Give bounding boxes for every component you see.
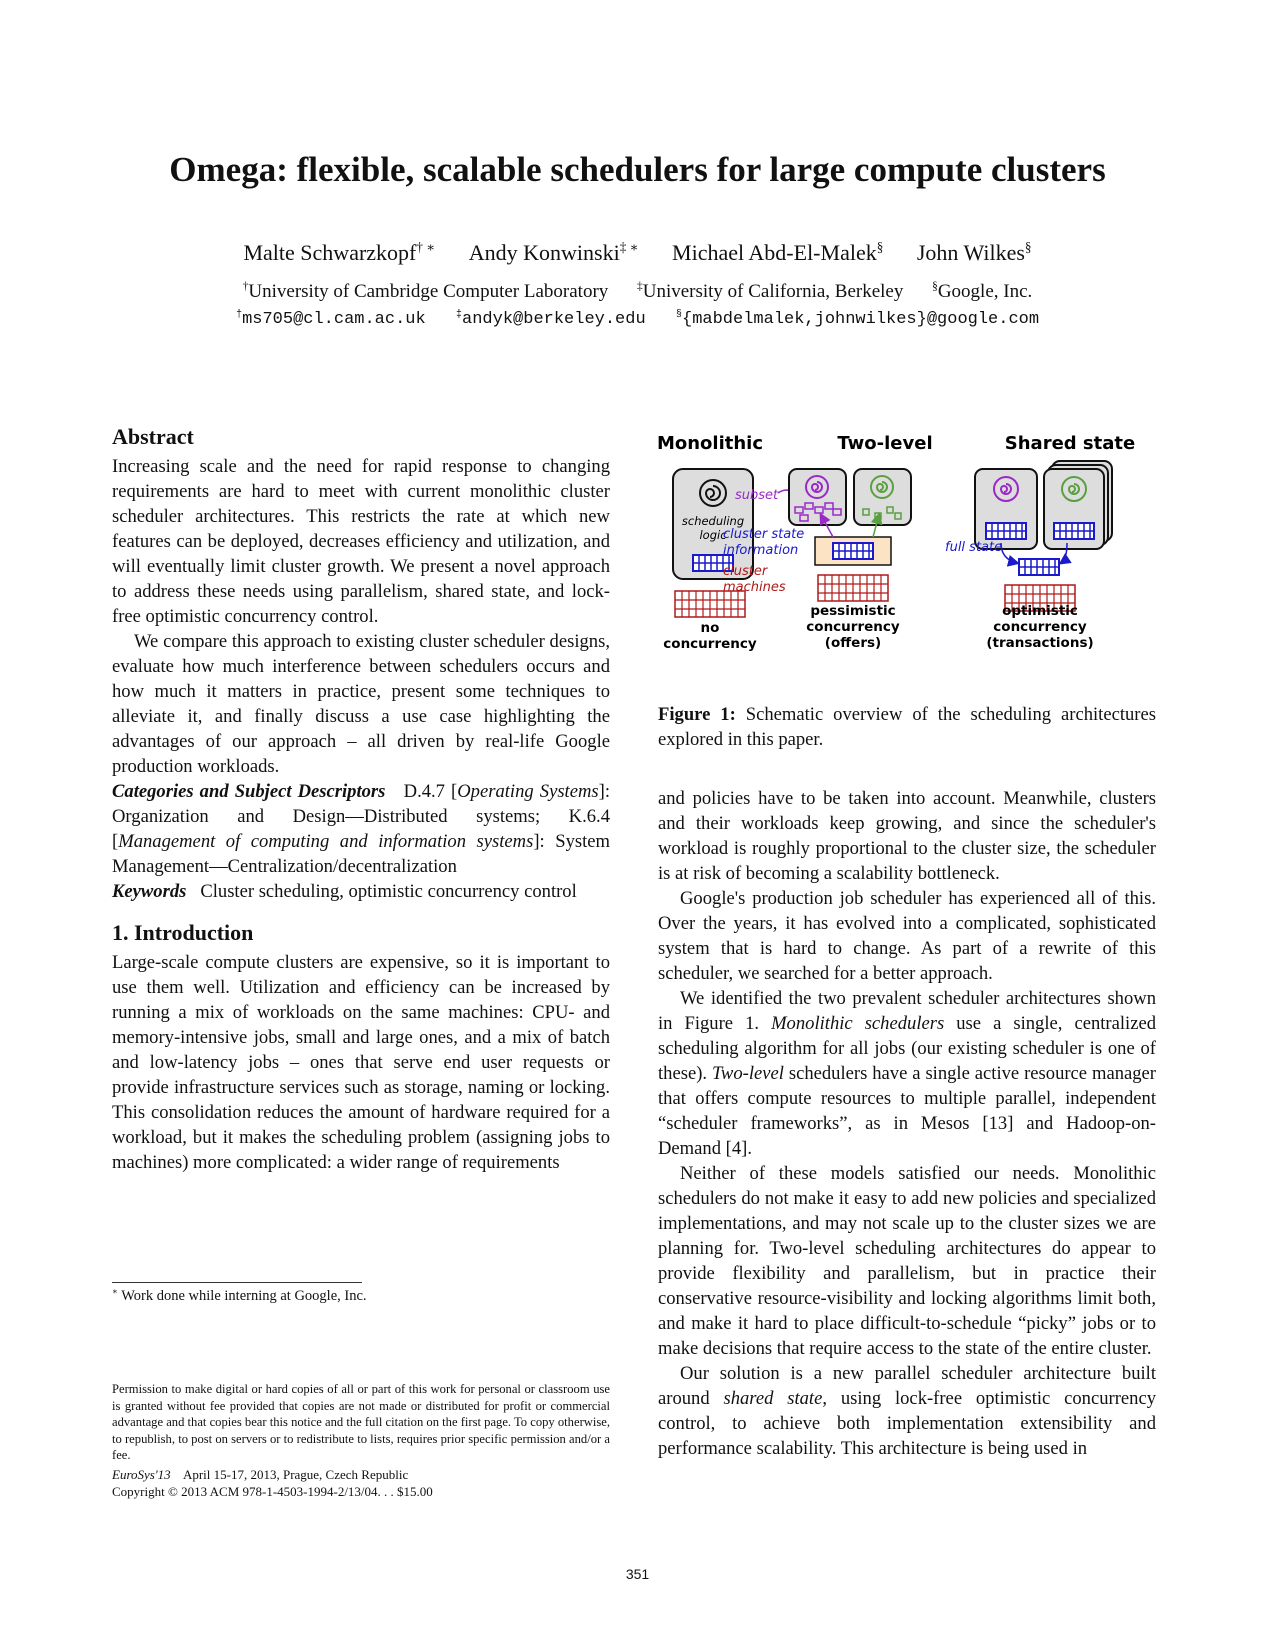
abstract-paragraph: We compare this approach to existing cluster scheduler designs, evaluate how much interference between schedulers occurs and how much it matters in practice, present some techniques to alleviate it, and finally discuss a use case highlighting the advantages of our approach – all driven by real-life Google production workloads.: [112, 631, 610, 777]
caption-concurrency: concurrency: [663, 636, 757, 652]
left-column: [112, 424, 610, 1175]
body-paragraph: Neither of these models satisfied our needs. Monolithic schedulers do not make it easy to add new policies and specialized implementations, and may not scale up to the cluster sizes we are planning for. Two-level scheduling architectures do appear to provide flexibility and parallelism, but in practice their conservative resource-visibility and locking algorithms limit both, and make it hard to place difficult-to-schedule “picky” jobs or to make decisions that require access to the state of the entire cluster.: [658, 1163, 1156, 1359]
caption-offers: (offers): [824, 635, 882, 651]
author: Michael Abd-El-Malek§: [672, 239, 884, 265]
label-machines: machines: [723, 580, 786, 595]
footnote: ∗ Work done while interning at Google, Inc.: [112, 1286, 367, 1304]
permission-notice: Permission to make digital or hard copies of all or part of this work for personal or classroom use is granted without fee provided that copies are not made or distributed for profit or commercial advantage and that copies bear this notice and the full citation on the first page. To copy otherwise, to republish, to post on servers or to redistribute to lists, requires prior specific permission and/or a fee.: [112, 1382, 610, 1462]
categories: Categories and Subject Descriptors D.4.7 [Operating Systems]: Organization and Design—Distributed systems; K.6.4 [Management of computing and information systems]: System Management—Centralization/decentralization: [112, 781, 610, 877]
venue-info: EuroSys'13 April 15-17, 2013, Prague, Czech Republic Copyright © 2013 ACM 978-1-4503-1994-2/13/04. . . $15.00: [112, 1467, 433, 1499]
architecture-diagram: [655, 425, 1167, 690]
label-subset: subset: [735, 488, 779, 503]
body-paragraph: We identified the two prevalent scheduler architectures shown in Figure 1. Monolithic schedulers use a single, centralized scheduling algorithm for all jobs (our existing scheduler is one of these). Two-level schedulers have a single active resource manager that offers compute resources to multiple parallel, independent “scheduler frameworks”, as in Mesos [13] and Hadoop-on-Demand [4].: [658, 988, 1157, 1159]
paper-title: Omega: flexible, scalable schedulers for large compute clusters: [169, 150, 1106, 189]
keywords: Keywords Cluster scheduling, optimistic concurrency control: [112, 881, 577, 902]
label-scheduling: scheduling: [681, 514, 745, 528]
body-paragraph: and policies have to be taken into account. Meanwhile, clusters and their workloads keep growing, and since the scheduler's workload is roughly proportional to the cluster size, the scheduler is at risk of becoming a scalability bottleneck.: [658, 788, 1156, 884]
section-heading: 1. Introduction: [112, 920, 254, 945]
email-list: [0, 310, 1275, 329]
figure-caption: Figure 1: Schematic overview of the scheduling architectures explored in this paper.: [658, 704, 1156, 750]
author: Malte Schwarzkopf† ∗: [243, 239, 436, 265]
caption-concurrency: concurrency: [993, 619, 1087, 635]
author: John Wilkes§: [916, 239, 1032, 265]
heading-shared-state: Shared state: [1004, 433, 1136, 454]
abstract-paragraph: Increasing scale and the need for rapid response to changing requirements are hard to meet with current monolithic cluster scheduler architectures. This restricts the rate at which new features can be deployed, decreases efficiency and utilization, and will eventually limit cluster growth. We present a novel approach to address these needs using parallelism, shared state, and lock-free optimistic concurrency control.: [112, 456, 610, 627]
label-full-state: full state: [945, 540, 1003, 555]
label-cluster: cluster: [723, 564, 768, 579]
label-cluster-state: cluster state: [723, 527, 805, 542]
email: †ms705@cl.cam.ac.uk: [235, 309, 426, 329]
page-number: 351: [625, 1566, 650, 1582]
figure-1: [655, 425, 1167, 690]
affiliation: ‡University of California, Berkeley: [637, 280, 904, 302]
right-column: [658, 786, 1156, 1461]
author: Andy Konwinski‡ ∗: [468, 239, 639, 265]
footnote-rule: [112, 1282, 362, 1283]
caption-optimistic: optimistic: [1002, 603, 1078, 619]
email: ‡andyk@berkeley.edu: [455, 309, 646, 329]
caption-transactions: (transactions): [986, 635, 1094, 651]
caption-pessimistic: pessimistic: [810, 603, 896, 619]
email: §{mabdelmalek,johnwilkes}@google.com: [675, 309, 1040, 329]
label-information: information: [723, 543, 799, 558]
affiliation: §Google, Inc.: [932, 280, 1033, 302]
caption-no: no: [700, 620, 720, 636]
label-logic: logic: [699, 528, 727, 542]
abstract-heading: Abstract: [112, 424, 194, 449]
body-paragraph: Our solution is a new parallel scheduler architecture built around shared state, using lock-free optimistic concurrency control, to achieve both implementation extensibility and performance scalability. This architecture is being used in: [658, 1363, 1156, 1459]
heading-two-level: Two-level: [837, 433, 933, 454]
body-paragraph: Large-scale compute clusters are expensive, so it is important to use them well. Utilization and efficiency can be increased by running a mix of workloads on the same machines: CPU- and memory-intensive jobs, small and large ones, and a mix of batch and low-latency jobs – ones that serve end user requests or provide infrastructure services such as storage, naming or locking. This consolidation reduces the amount of hardware required for a workload, but it makes the scheduling problem (assigning jobs to machines) more complicated: a wider range of requirements: [112, 952, 610, 1173]
author-list: [0, 240, 1275, 266]
heading-monolithic: Monolithic: [656, 433, 764, 454]
caption-concurrency: concurrency: [806, 619, 900, 635]
body-paragraph: Google's production job scheduler has experienced all of this. Over the years, it has evolved into a complicated, sophisticated system that is hard to change. As part of a rewrite of this scheduler, we searched for a better approach.: [658, 888, 1156, 984]
affiliation: †University of Cambridge Computer Laboratory: [242, 280, 609, 302]
affiliation-list: [0, 281, 1275, 303]
